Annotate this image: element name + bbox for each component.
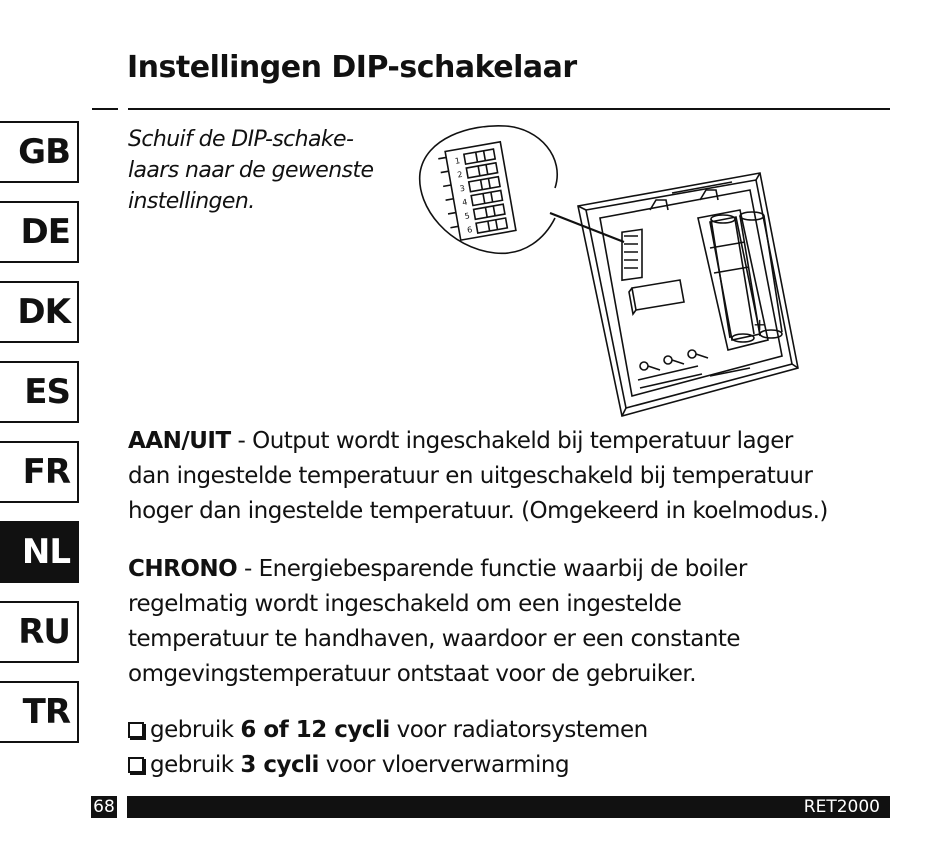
header-rule — [92, 108, 890, 110]
language-tab-ru[interactable]: RU — [0, 601, 79, 663]
language-tab-nl[interactable]: NL — [0, 521, 79, 583]
dip-number: 2 — [456, 169, 464, 180]
dip-number: 1 — [454, 156, 461, 166]
checkbox-icon — [128, 757, 144, 773]
option-pre: gebruik — [150, 752, 241, 778]
chrono-term: CHRONO — [128, 556, 238, 582]
aan-uit-term: AAN/UIT — [128, 428, 231, 454]
aan-uit-text: hoger dan ingestelde temperatuur. (Omgekeerd in koelmodus.) — [128, 498, 828, 524]
option-post: voor vloerverwarming — [318, 752, 570, 778]
header-rule-gap — [118, 106, 128, 112]
intro-line: instellingen. — [128, 189, 255, 214]
language-tab-es[interactable]: ES — [0, 361, 79, 423]
language-tab-fr[interactable]: FR — [0, 441, 79, 503]
chrono-text: regelmatig wordt ingeschakeld om een ingestelde — [128, 591, 682, 617]
option-item — [128, 713, 648, 748]
intro-text — [128, 124, 398, 217]
option-bold: 3 cycli — [240, 752, 319, 778]
aan-uit-paragraph — [128, 424, 888, 529]
chrono-paragraph — [128, 552, 888, 692]
chrono-text: - Energiebesparende functie waarbij de boiler — [237, 556, 747, 582]
option-post: voor radiatorsystemen — [389, 717, 648, 743]
chrono-text: temperatuur te handhaven, waardoor er een constante — [128, 626, 741, 652]
option-pre: gebruik — [150, 717, 241, 743]
language-tab-de[interactable]: DE — [0, 201, 79, 263]
battery-plus-symbol: + — [753, 315, 767, 334]
language-tab-tr[interactable]: TR — [0, 681, 79, 743]
language-tab-dk[interactable]: DK — [0, 281, 79, 343]
dip-number: 5 — [463, 211, 471, 222]
chrono-text: omgevingstemperatuur ontstaat voor de gebruiker. — [128, 661, 697, 687]
intro-line: Schuif de DIP-schake- — [128, 127, 354, 152]
dip-number: 3 — [459, 183, 466, 194]
dip-number: 4 — [461, 197, 469, 208]
thermostat-dip-switch-illustration — [410, 118, 810, 423]
footer-bar — [127, 796, 890, 818]
aan-uit-text: dan ingestelde temperatuur en uitgeschakeld bij temperatuur — [128, 463, 813, 489]
dip-number: 6 — [466, 225, 473, 235]
model-name: RET2000 — [803, 797, 880, 817]
page-title: Instellingen DIP-schakelaar — [127, 50, 577, 85]
aan-uit-text: - Output wordt ingeschakeld bij temperatuur lager — [230, 428, 793, 454]
language-tab-gb[interactable]: GB — [0, 121, 79, 183]
checkbox-icon — [128, 722, 144, 738]
option-bold: 6 of 12 cycli — [240, 717, 390, 743]
intro-line: laars naar de gewenste — [128, 158, 374, 183]
option-item — [128, 748, 569, 783]
page-number: 68 — [91, 796, 117, 818]
